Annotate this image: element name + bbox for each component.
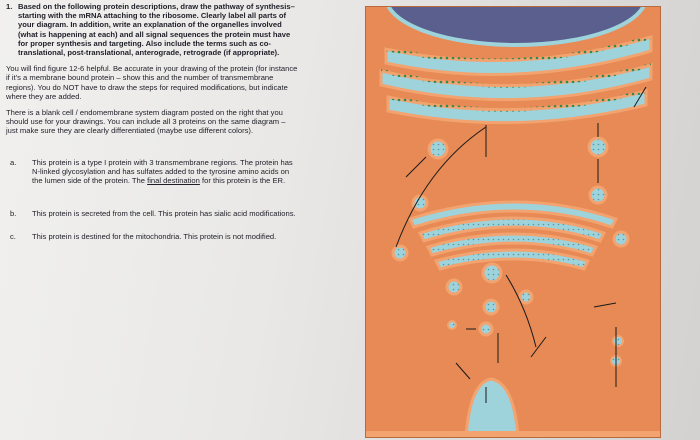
nucleus <box>386 7 646 45</box>
protein-item-c <box>6 232 298 241</box>
plasma-membrane-fusion <box>466 379 518 437</box>
item-text: This protein is secreted from the cell. This protein has sialic acid modifications. <box>32 209 296 219</box>
item-letter: a. <box>10 157 17 167</box>
question-number: 1. <box>6 2 13 11</box>
question-title: Based on the following protein descriptions, draw the pathway of synthesis–starting with the mRNA attaching to the ribosome. Clearly label all parts of your diagram. In addition, write an explanation of the organelles involved (what is happening at each) and all signal sequences the protein must have for proper synthesis and targeting. Also include the terms such as co-translational, post-translational, anterograde, retrograde (if appropriate). <box>18 2 295 58</box>
question-prompt <box>6 2 298 57</box>
item-text: This protein is a type I protein with 3 transmembrane regions. The protein has N-linked glycosylation and has sulfates added to the tyrosine amino acids on the lumen side of the protein. The <box>32 157 293 186</box>
instruction-paragraph-diagram: There is a blank cell / endomembrane system diagram posted on the right that you should use for your drawings. You can include all 3 proteins on the same diagram – just make sure they are clearly differentiated (maybe use different colors). <box>6 108 286 136</box>
item-text: This protein is destined for the mitochondria. This protein is not modified. <box>32 232 277 242</box>
item-underlined-text: final destination <box>147 176 200 186</box>
endomembrane-svg <box>366 7 660 437</box>
item-letter: b. <box>10 209 17 219</box>
instructions-panel <box>6 2 298 436</box>
instruction-paragraph-figure: You will find figure 12-6 helpful. Be accurate in your drawing of the protein (for instance if it's a membrane bound protein – show this and the number of transmembrane regions). You do NOT have to draw the steps for required modifications, but indicate where they are added. <box>6 64 298 101</box>
rough-er <box>381 37 651 123</box>
item-letter: c. <box>10 232 16 242</box>
golgi-apparatus <box>410 202 616 269</box>
item-text-end: for this protein is the ER. <box>199 176 286 186</box>
endomembrane-diagram <box>365 6 661 438</box>
plasma-membrane <box>366 431 660 437</box>
protein-item-a <box>6 158 298 186</box>
protein-item-b <box>6 209 298 218</box>
transport-vesicles <box>393 138 628 416</box>
